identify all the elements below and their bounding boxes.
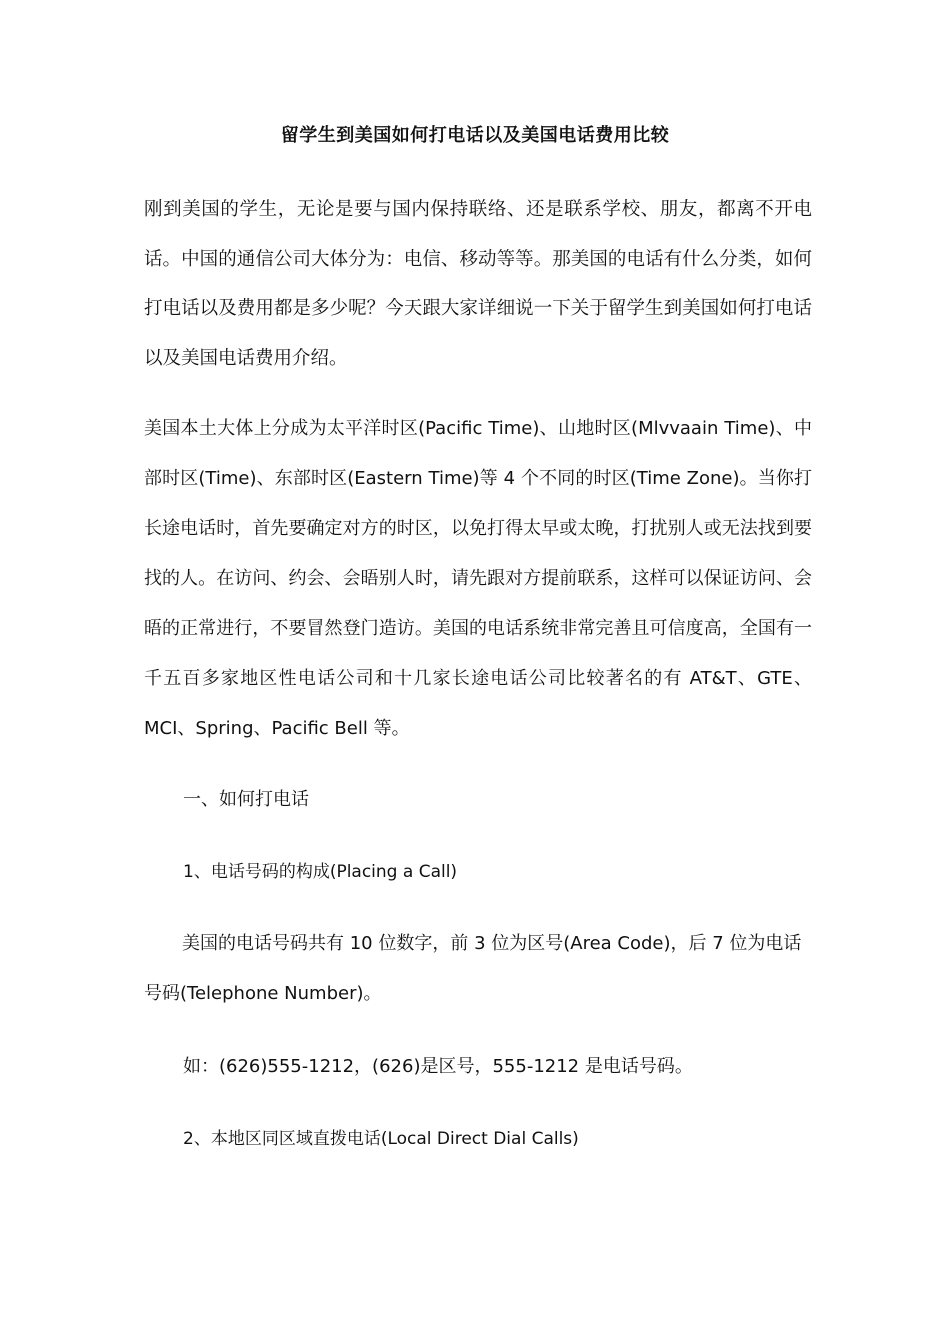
subsection-heading-number-format: 1、电话号码的构成(Placing a Call) bbox=[183, 862, 458, 882]
time-zone-paragraph: 美国本土大体上分成为太平洋时区(Pacific Time)、山地时区(Mlvvaain Time)、中部时区(Time)、东部时区(Eastern Time)等 4 个不同的时区(Time Zone)。当你打长途电话时，首先要确定对方的时区，以免打得太早或太晚，打扰别人或无法找到要找的人。在访问、约会、会晤别人时，请先跟对方提前联系，这样可以保证访问、会晤的正常进行，不要冒然登门造访。美国的电话系统非常完善且可信度高，全国有一千五百多家地区性电话公司和十几家长途电话公司比较著名的有 AT&T、GTE、MCI、Spring、Pacific Bell 等。 bbox=[144, 418, 812, 739]
phone-number-example: 如：(626)555-1212，(626)是区号，555-1212 是电话号码。 bbox=[183, 1056, 693, 1077]
section-heading-how-to-call: 一、如何打电话 bbox=[183, 789, 309, 810]
phone-number-paragraph: 美国的电话号码共有 10 位数字，前 3 位为区号(Area Code)，后 7 位为电话号码(Telephone Number)。 bbox=[144, 933, 802, 1004]
document-title: 留学生到美国如何打电话以及美国电话费用比较 bbox=[280, 125, 670, 146]
subsection-heading-local-calls: 2、本地区同区域直拨电话(Local Direct Dial Calls) bbox=[183, 1129, 579, 1149]
intro-paragraph: 刚到美国的学生，无论是要与国内保持联络、还是联系学校、朋友，都离不开电话。中国的通信公司大体分为：电信、移动等等。那美国的电话有什么分类，如何打电话以及费用都是多少呢？今天跟大家详细说一下关于留学生到美国如何打电话以及美国电话费用介绍。 bbox=[144, 199, 812, 369]
